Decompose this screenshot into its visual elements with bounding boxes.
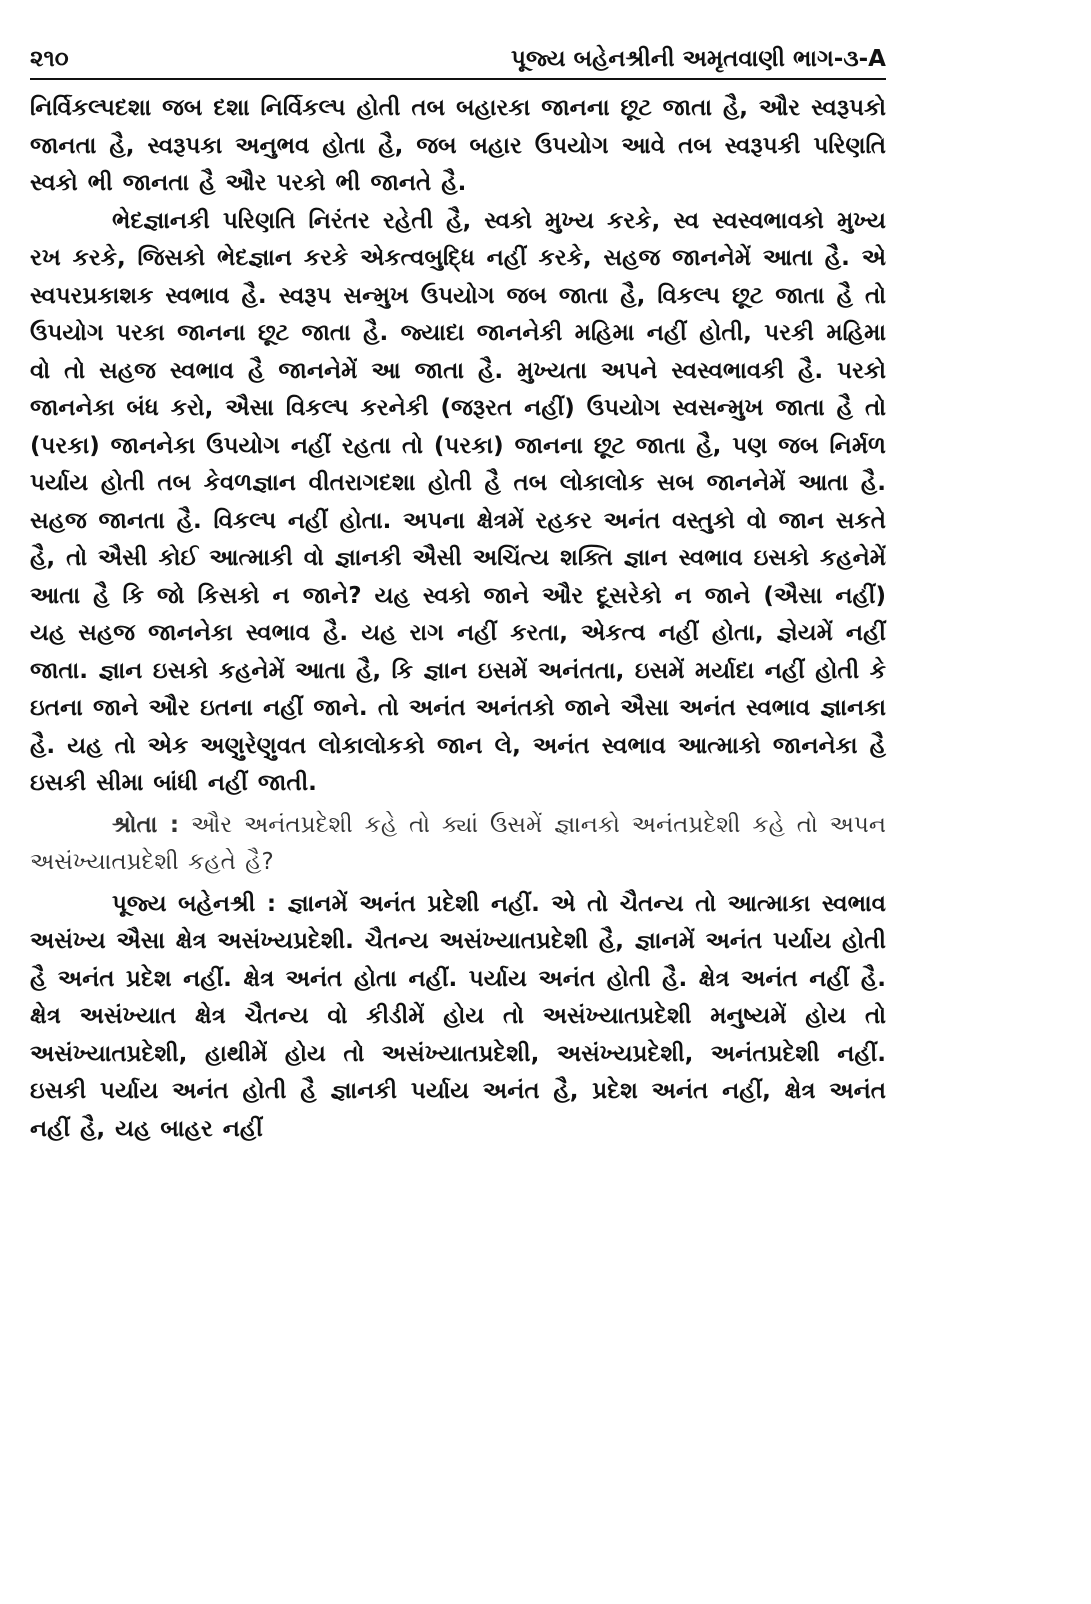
book-page bbox=[30, 44, 886, 1148]
page-number: ૨૧૦ bbox=[30, 46, 69, 72]
speaker-label: શ્રોતા : bbox=[112, 811, 180, 838]
answer-text: જ્ઞાનમેં અનંત પ્રદેશી નહીં. એ તો ચૈતન્ય તો આત્માકા સ્વભાવ અસંખ્ય ઐસા ક્ષેત્ર અસંખ્યપ્રદેશી. ચૈતન્ય અસંખ્યાતપ્રદેશી હૈ, જ્ઞાનમેં અનંત પર્યાય હોતી હૈ અનંત પ્રદેશ નહીં. ક્ષેત્ર અનંત હોતા નહીં. પર્યાય અનંત હોતી હૈ. ક્ષેત્ર અનંત નહીં હૈ. ક્ષેત્ર અસંખ્યાત ક્ષેત્ર ચૈતન્ય વો કીડીમેં હોય તો અસંખ્યાતપ્રદેશી મનુષ્યમેં હોય તો અસંખ્યાતપ્રદેશી, હાથીમેં હોય તો અસંખ્યાતપ્રદેશી, અસંખ્યપ્રદેશી, અનંતપ્રદેશી નહીં. ઇસકી પર્યાય અનંત હોતી હૈ જ્ઞાનકી પર્યાય અનંત હૈ, પ્રદેશ અનંત નહીં, ક્ષેત્ર અનંત નહીં હૈ, યહ બાહર નહીં bbox=[30, 890, 886, 1142]
page-header bbox=[30, 44, 886, 80]
paragraph-2: ભેદજ્ઞાનકી પરિણતિ નિરંતર રહેતી હૈ, સ્વકો મુખ્ય કરકે, સ્વ સ્વસ્વભાવકો મુખ્ય રખ કરકે, જિસકો ભેદજ્ઞાન કરકે એકત્વબુદ્ધિ નહીં કરકે, સહજ જાનનેમેં આતા હૈ. એ સ્વપરપ્રકાશક સ્વભાવ હૈ. સ્વરૂપ સન્મુખ ઉપયોગ જબ જાતા હૈ, વિકલ્પ છૂટ જાતા હૈ તો ઉપયોગ પરકા જાનના છૂટ જાતા હૈ. જ્યાદા જાનનેકી મહિમા નહીં હોતી, પરકી મહિમા વો તો સહજ સ્વભાવ હૈ જાનનેમેં આ જાતા હૈ. મુખ્યતા અપને સ્વસ્વભાવકી હૈ. પરકો જાનનેકા બંધ કરો, ઐસા વિકલ્પ કરનેકી (જરૂરત નહીં) ઉપયોગ સ્વસન્મુખ જાતા હૈ તો (પરકા) જાનનેકા ઉપયોગ નહીં રહતા તો (પરકા) જાનના છૂટ જાતા હૈ, પણ જબ નિર્મળ પર્યાય હોતી તબ કેવળજ્ઞાન વીતરાગદશા હોતી હૈ તબ લોકાલોક સબ જાનનેમેં આતા હૈ. સહજ જાનતા હૈ. વિકલ્પ નહીં હોતા. અપના ક્ષેત્રમેં રહકર અનંત વસ્તુકો વો જાન સકતે હૈ, તો ઐસી કોઈ આત્માકી વો જ્ઞાનકી ઐસી અચિંત્ય શક્તિ જ્ઞાન સ્વભાવ ઇસકો કહનેમેં આતા હૈ કિ જો કિસકો ન જાને? યહ સ્વકો જાને ઔર દૂસરેકો ન જાને (ઐસા નહીં) યહ સહજ જાનનેકા સ્વભાવ હૈ. યહ રાગ નહીં કરતા, એકત્વ નહીં હોતા, જ્ઞેયમેં નહીં જાતા. જ્ઞાન ઇસકો કહનેમેં આતા હૈ, કિ જ્ઞાન ઇસમેં અનંતતા, ઇસમેં મર્યાદા નહીં હોતી કે ઇતના જાને ઔર ઇતના નહીં જાને. તો અનંત અનંતકો જાને ઐસા અનંત સ્વભાવ જ્ઞાનકા હૈ. યહ તો એક અણુરેણુવત લોકાલોકકો જાન લે, અનંત સ્વભાવ આત્માકો જાનનેકા હૈ ઇસકી સીમા બાંધી નહીં જાતી. bbox=[30, 207, 886, 796]
paragraph-1: નિર્વિકલ્પદશા જબ દશા નિર્વિકલ્પ હોતી તબ બહારકા જાનના છૂટ જાતા હૈ, ઔર સ્વરૂપકો જાનતા હૈ, સ્વરૂપકા અનુભવ હોતા હૈ, જબ બહાર ઉપયોગ આવે તબ સ્વરૂપકી પરિણતિ સ્વકો ભી જાનતા હૈ ઔર પરકો ભી જાનતે હૈ. bbox=[30, 95, 886, 196]
running-title: પૂજ્ય બહેનશ્રીની અમૃતવાણી ભાગ-૩-A bbox=[511, 46, 886, 72]
listener-question bbox=[30, 807, 886, 882]
question-text: ઔર અનંતપ્રદેશી કહે તો ક્યાં ઉસમેં જ્ઞાનકો અનંતપ્રદેશી કહે તો અપન અસંખ્યાતપ્રદેશી કહતે હૈ? bbox=[30, 811, 886, 875]
speaker-label: પૂજ્ય બહેનશ્રી : bbox=[112, 890, 277, 917]
answer-paragraph bbox=[30, 886, 886, 1149]
